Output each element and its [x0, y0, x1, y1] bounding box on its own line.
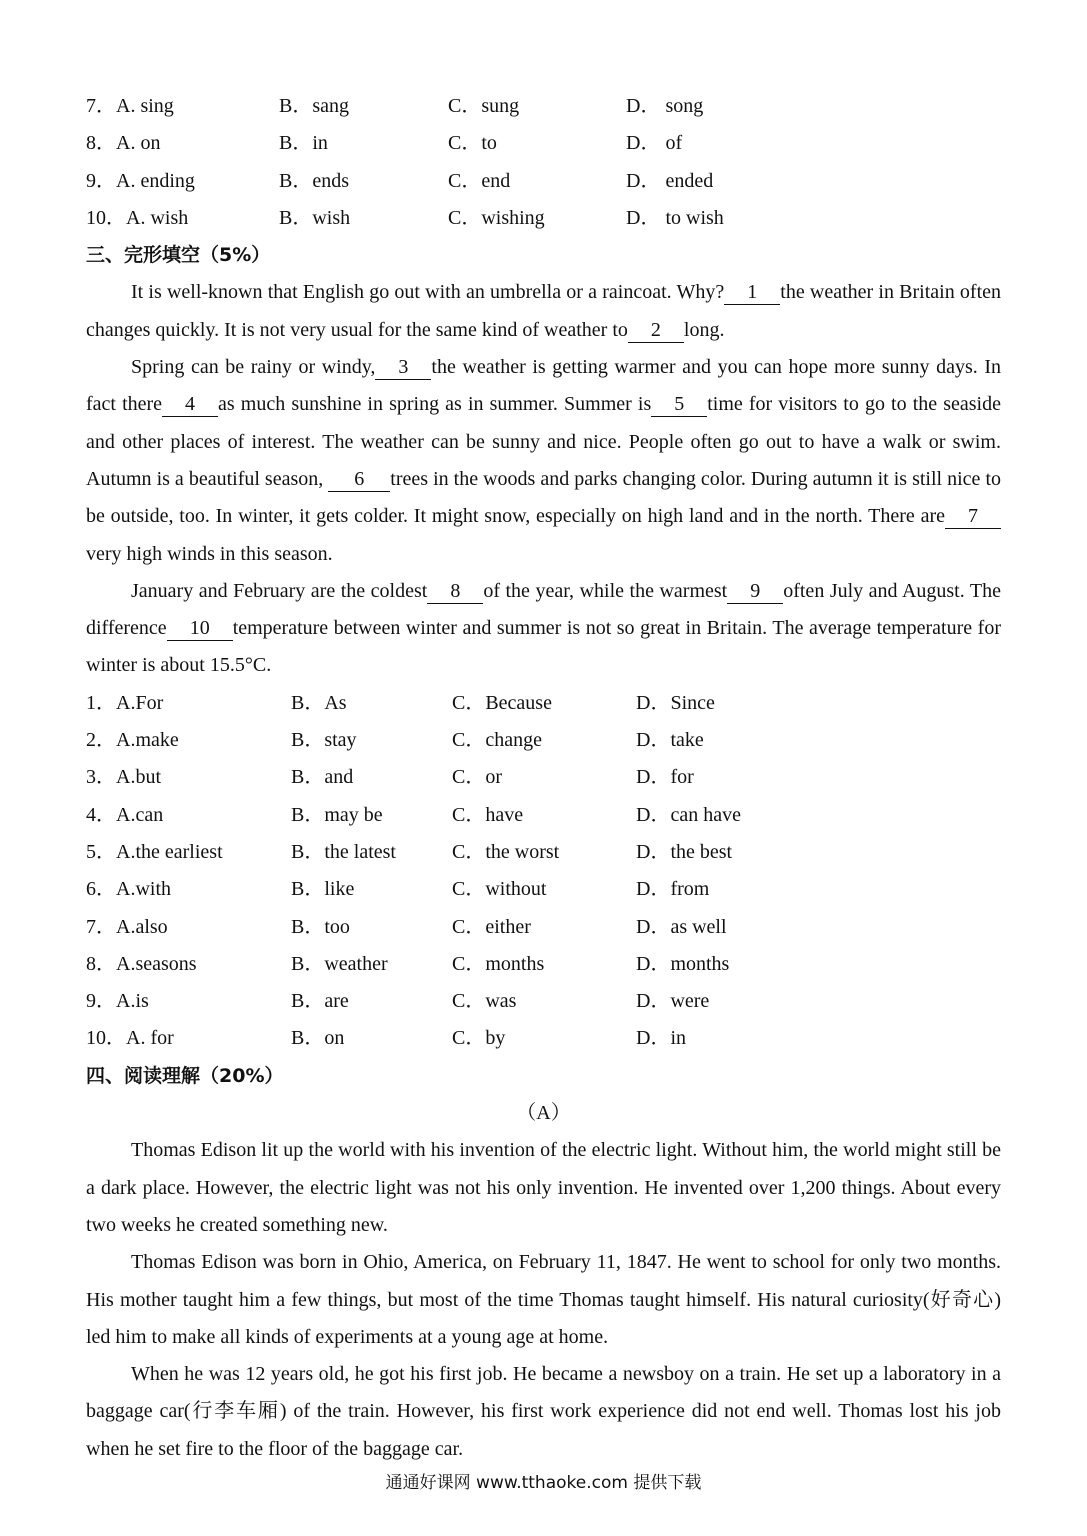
option-a: 8．A.seasons	[86, 952, 197, 975]
option-b: B．are	[291, 990, 349, 1013]
option-a: 9．A.is	[86, 990, 149, 1013]
option-d: D．the best	[636, 840, 733, 863]
blank-9: 9	[727, 579, 783, 604]
blank-5: 5	[651, 392, 707, 417]
text-run: long.	[683, 318, 725, 341]
option-row	[86, 1020, 1001, 1057]
text-run: as much sunshine in spring as in summer. Summer is	[218, 393, 652, 416]
blank-1: 1	[724, 280, 780, 305]
option-c: C．the worst	[452, 840, 560, 863]
text-run: of the year, while the warmest	[483, 579, 728, 602]
option-a: 9．A. ending	[86, 169, 195, 192]
text-run: often July and August. The difference	[86, 579, 1001, 640]
option-a: 7．A. sing	[86, 95, 174, 117]
option-c: C．Because	[452, 691, 552, 714]
blank-4: 4	[162, 392, 218, 417]
option-b: B．too	[291, 915, 350, 938]
option-d: D． ended	[626, 169, 714, 192]
option-d: D．as well	[636, 915, 727, 938]
option-a: 6．A.with	[86, 878, 171, 901]
option-b: B．in	[279, 132, 328, 155]
option-c: C．either	[452, 915, 531, 938]
option-b: B．sang	[279, 95, 349, 117]
option-d: D．Since	[636, 691, 715, 714]
option-row	[86, 871, 1001, 908]
blank-10: 10	[167, 616, 233, 641]
option-d: D．can have	[636, 803, 741, 826]
option-c: C．was	[452, 990, 517, 1013]
cloze-paragraph-1	[86, 274, 1001, 349]
cloze-paragraph-2	[86, 349, 1001, 573]
text-run: It is well-known that English go out with an umbrella or a raincoat. Why?	[131, 281, 725, 304]
passage-label: （A）	[516, 1102, 571, 1125]
reading-paragraph-3: When he was 12 years old, he got his first job. He became a newsboy on a train. He set up a laboratory in a baggage car(行李车厢) of the train. However, his first work experience did not end well. Thomas lost his job when he set fire to the floor of the baggage car.	[86, 1363, 1001, 1460]
option-b: B．on	[291, 1027, 345, 1050]
text-run: January and February are the coldest	[131, 579, 428, 602]
reading-paragraph-1: Thomas Edison lit up the world with his invention of the electric light. Without him, the world might still be a dark place. However, the electric light was not his only invention. He invented over 1,200 things. About every two weeks he created something new.	[86, 1139, 1001, 1236]
text-run: Spring can be rainy or windy,	[131, 356, 376, 379]
option-b: B．wish	[279, 206, 351, 229]
option-c: C．change	[452, 729, 542, 752]
option-row	[86, 983, 1001, 1020]
page-footer: 通通好课网 www.tthaoke.com 提供下载	[385, 1473, 702, 1493]
option-row	[86, 834, 1001, 871]
option-c: C．wishing	[448, 206, 545, 229]
text-run: the weather in Britain often changes quickly. It is not very usual for the same kind of weather to	[86, 281, 1002, 341]
option-row	[86, 759, 1001, 796]
option-a: 2．A.make	[86, 729, 179, 752]
option-row	[86, 797, 1001, 834]
option-c: C．by	[452, 1027, 506, 1050]
cloze-heading: 三、完形填空（5%）	[86, 244, 271, 267]
option-b: B．and	[291, 766, 354, 789]
blank-3: 3	[375, 355, 431, 380]
option-a: 4．A.can	[86, 803, 164, 826]
option-c: C．end	[448, 169, 511, 192]
text-run: trees in the woods and parks changing color. During autumn it is still nice to be outside, too. In winter, it gets colder. It might snow, especially on high land and in the north. There are	[86, 467, 1002, 528]
option-d: D．for	[636, 766, 694, 789]
option-b: B．may be	[291, 803, 383, 826]
cloze-options	[86, 685, 1001, 1058]
option-row	[86, 685, 1001, 722]
option-a: 1．A.For	[86, 691, 164, 714]
option-row	[86, 163, 1001, 200]
option-d: D．were	[636, 990, 710, 1013]
option-d: D． to wish	[626, 206, 724, 229]
option-a: 7．A.also	[86, 915, 168, 938]
option-d: D．in	[636, 1027, 686, 1050]
option-b: B．the latest	[291, 840, 396, 863]
option-b: B．ends	[279, 169, 349, 192]
option-a: 10．A. wish	[86, 206, 189, 229]
option-d: D．from	[636, 878, 710, 901]
text-run: very high winds in this season.	[86, 542, 333, 565]
option-row	[86, 946, 1001, 983]
option-a: 5．A.the earliest	[86, 840, 223, 863]
option-b: B．As	[291, 691, 347, 714]
option-row	[86, 88, 1001, 125]
option-c: C．sung	[448, 95, 520, 117]
option-b: B．stay	[291, 729, 357, 752]
option-a: 10．A. for	[86, 1027, 174, 1050]
option-a: 3．A.but	[86, 766, 161, 789]
option-d: D．months	[636, 952, 730, 975]
cloze-paragraph-3	[86, 573, 1001, 685]
option-b: B．weather	[291, 952, 388, 975]
option-c: C．months	[452, 952, 545, 975]
text-run: temperature between winter and summer is not so great in Britain. The average temperature for winter is about 15.5°C.	[86, 617, 1001, 677]
reading-paragraph-2: Thomas Edison was born in Ohio, America, on February 11, 1847. He went to school for only two months. His mother taught him a few things, but most of the time Thomas taught himself. His natural curiosity(好奇心) led him to make all kinds of experiments at a young age at home.	[86, 1251, 1001, 1348]
option-d: D． of	[626, 132, 683, 155]
option-d: D．take	[636, 729, 704, 752]
blank-6: 6	[328, 467, 390, 492]
option-row	[86, 125, 1001, 162]
option-c: C．to	[448, 132, 497, 155]
blank-7: 7	[945, 504, 1001, 529]
exam-page	[86, 88, 1001, 1468]
grammar-options	[86, 88, 1001, 237]
option-b: B．like	[291, 878, 355, 901]
blank-2: 2	[628, 318, 684, 343]
option-c: C．or	[452, 766, 502, 789]
option-a: 8．A. on	[86, 132, 161, 155]
text-run: the weather is getting warmer and you can hope more sunny days. In fact there	[86, 356, 1001, 416]
option-d: D． song	[626, 95, 704, 117]
option-row	[86, 722, 1001, 759]
option-row	[86, 909, 1001, 946]
blank-8: 8	[427, 579, 483, 604]
option-c: C．have	[452, 803, 524, 826]
option-c: C．without	[452, 878, 547, 901]
option-row	[86, 200, 1001, 237]
text-run: time for visitors to go to the seaside and other places of interest. The weather can be sunny and nice. People often go out to have a walk or swim. Autumn is a beautiful season,	[86, 393, 1001, 490]
reading-heading: 四、阅读理解（20%）	[86, 1064, 284, 1087]
